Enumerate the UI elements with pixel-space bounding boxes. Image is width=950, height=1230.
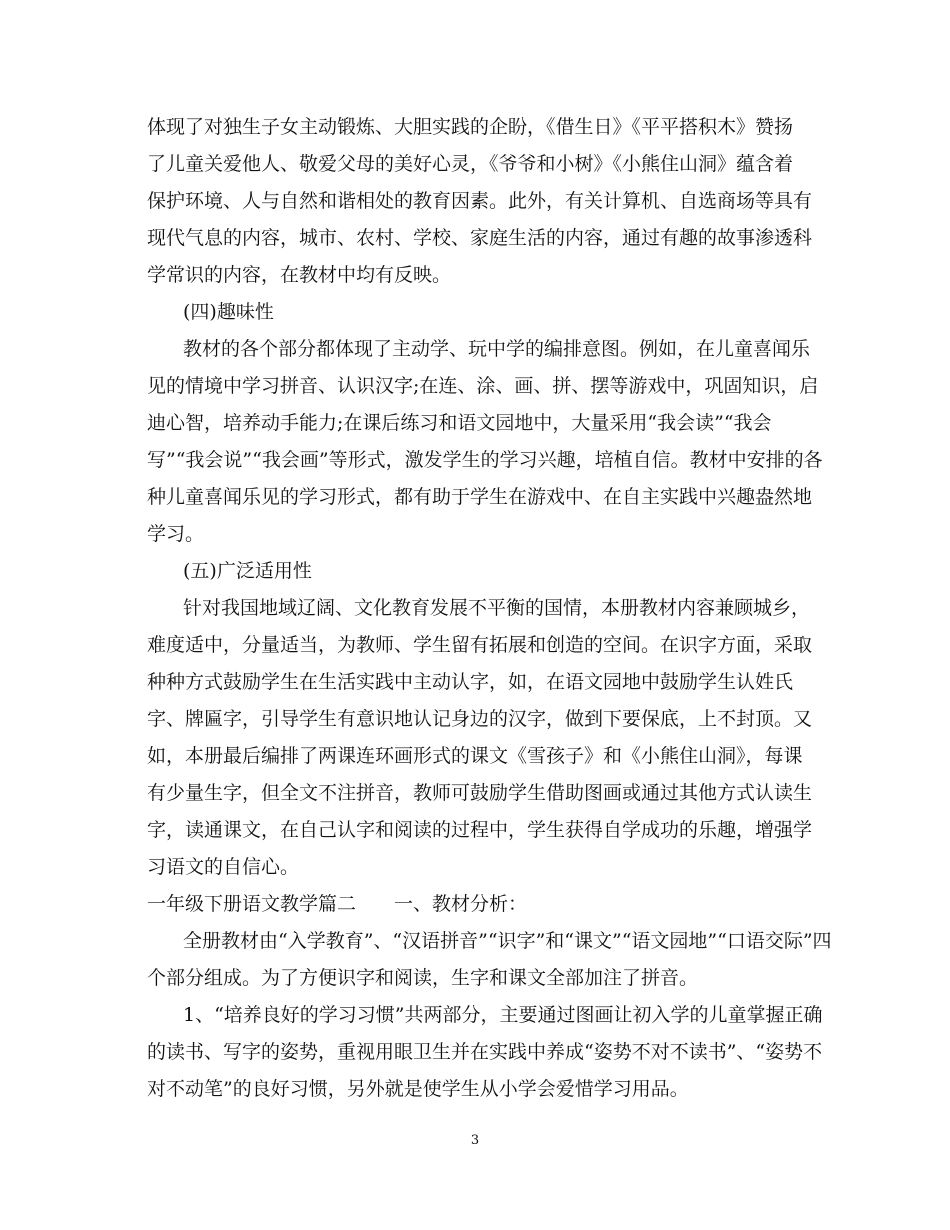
- text-line: 难度适中，分量适当，为教师、学生留有拓展和创造的空间。在识字方面，采取: [147, 634, 813, 656]
- text-line: 种种方式鼓励学生在生活实践中主动认字，如，在语文园地中鼓励学生认姓氏: [147, 671, 794, 693]
- text-line: 写”“我会说”“我会画”等形式，激发学生的学习兴趣，培植自信。教材中安排的各: [147, 449, 823, 471]
- text-line: 了儿童关爱他人、敬爱父母的美好心灵，《爷爷和小树》《小熊住山洞》蕴含着: [147, 153, 794, 175]
- section-title: 一年级下册语文教学篇二 一、教材分析：: [147, 893, 528, 915]
- text-line: 对不动笔”的良好习惯，另外就是使学生从小学会爱惜学习用品。: [147, 1078, 689, 1100]
- text-line: 如，本册最后编排了两课连环画形式的课文《雪孩子》和《小熊住山洞》，每课: [147, 745, 803, 767]
- text-line: 见的情境中学习拼音、认识汉字;在连、涂、画、拼、摆等游戏中，巩固知识，启: [147, 375, 819, 397]
- text-line: 学习。: [147, 523, 205, 545]
- text-line: 全册教材由“入学教育”、“汉语拼音”“识字”和“课文”“语文园地”“口语交际”四: [183, 930, 832, 952]
- text-line: 字，读通课文，在自己认字和阅读的过程中，学生获得自学成功的乐趣，增强学: [147, 819, 813, 841]
- page-number: 3: [470, 1133, 480, 1148]
- section-heading: (四)趣味性: [183, 301, 274, 323]
- text-line: 种儿童喜闻乐见的学习形式，都有助于学生在游戏中、在自主实践中兴趣盎然地: [147, 486, 813, 508]
- text-line: 教材的各个部分都体现了主动学、玩中学的编排意图。例如，在儿童喜闻乐: [183, 338, 811, 360]
- text-line: 字、牌匾字，引导学生有意识地认记身边的汉字，做到下要保底，上不封顶。又: [147, 708, 813, 730]
- text-line: 有少量生字，但全文不注拼音，教师可鼓励学生借助图画或通过其他方式认读生: [147, 782, 813, 804]
- text-line: 个部分组成。为了方便识字和阅读，生字和课文全部加注了拼音。: [147, 967, 699, 989]
- text-line: 保护环境、人与自然和谐相处的教育因素。此外，有关计算机、自选商场等具有: [147, 190, 813, 212]
- text-line: 体现了对独生子女主动锻炼、大胆实践的企盼，《借生日》《平平搭积木》赞扬: [147, 116, 794, 138]
- text-line: 迪心智，培养动手能力;在课后练习和语文园地中，大量采用“我会读”“我会: [147, 412, 772, 434]
- text-line: 的读书、写字的姿势，重视用眼卫生并在实践中养成“姿势不对不读书”、“姿势不: [147, 1041, 823, 1063]
- text-line: 针对我国地域辽阔、文化教育发展不平衡的国情，本册教材内容兼顾城乡，: [183, 597, 811, 619]
- section-heading: (五)广泛适用性: [183, 560, 312, 582]
- text-line: 习语文的自信心。: [147, 856, 300, 878]
- text-line: 现代气息的内容，城市、农村、学校、家庭生活的内容，通过有趣的故事渗透科: [147, 227, 813, 249]
- text-line: 学常识的内容，在教材中均有反映。: [147, 264, 452, 286]
- text-line: 1、“培养良好的学习习惯”共两部分，主要通过图画让初入学的儿童掌握正确: [183, 1004, 823, 1026]
